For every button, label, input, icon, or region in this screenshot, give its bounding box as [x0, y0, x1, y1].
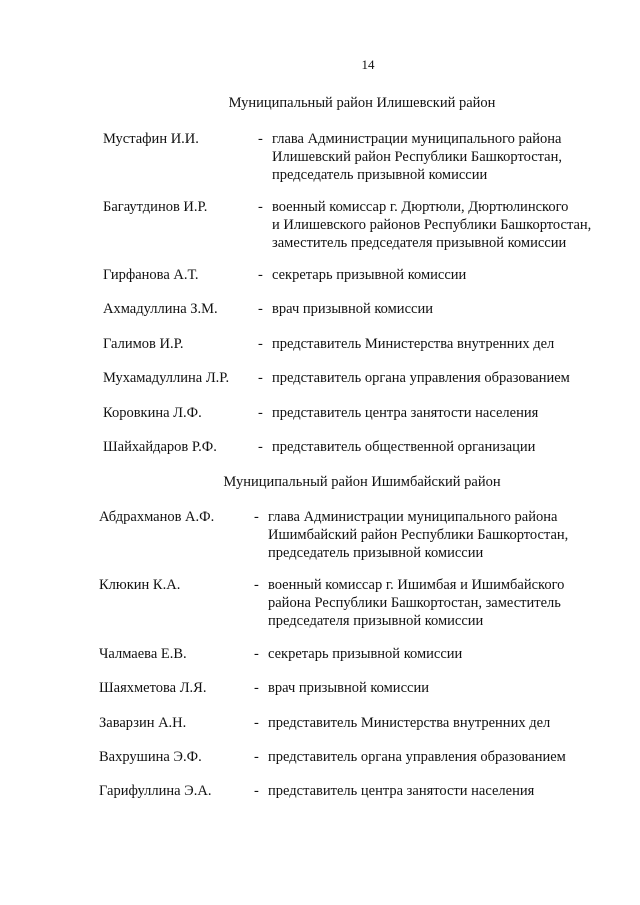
member-role-line: представитель центра занятости населения — [272, 405, 539, 421]
member-name: Чалмаева Е.В. — [99, 646, 187, 662]
member-role — [272, 300, 612, 318]
member-role-line: глава Администрации муниципального района — [268, 509, 558, 525]
member-role — [268, 508, 608, 562]
member-role — [268, 782, 608, 800]
member-role-line: военный комиссар г. Дюртюли, Дюртюлинского — [272, 199, 569, 215]
dash-separator: - — [254, 749, 259, 765]
member-role-line: врач призывной комиссии — [272, 301, 433, 317]
member-role-line: представитель общественной организации — [272, 439, 536, 455]
member-role — [272, 130, 612, 184]
member-role — [268, 714, 608, 732]
member-role-line: военный комиссар г. Ишимбая и Ишимбайского — [268, 577, 565, 593]
member-name: Мухамадуллина Л.Р. — [103, 370, 230, 386]
member-name: Багаутдинов И.Р. — [103, 199, 208, 215]
dash-separator: - — [258, 131, 263, 147]
member-role — [268, 645, 608, 663]
section-title: Муниципальный район Илишевский район — [228, 95, 496, 111]
member-role — [268, 679, 608, 697]
dash-separator: - — [258, 199, 263, 215]
member-role-line: председателя призывной комиссии — [268, 613, 484, 629]
member-role-line: Ишимбайский район Республики Башкортостан, — [268, 527, 569, 543]
dash-separator: - — [254, 646, 259, 662]
member-role-line: представитель Министерства внутренних дел — [268, 715, 551, 731]
member-role-line: секретарь призывной комиссии — [272, 267, 467, 283]
member-name: Коровкина Л.Ф. — [103, 405, 202, 421]
member-role-line: представитель органа управления образованием — [272, 370, 570, 386]
member-name: Заварзин А.Н. — [99, 715, 187, 731]
member-role — [268, 748, 608, 766]
member-role-line: председатель призывной комиссии — [272, 167, 488, 183]
member-role — [272, 369, 612, 387]
member-role-line: и Илишевского районов Республики Башкортостан, — [272, 217, 592, 233]
member-role-line: Илишевский район Республики Башкортостан, — [272, 149, 562, 165]
dash-separator: - — [254, 509, 259, 525]
member-role-line: заместитель председателя призывной комиссии — [272, 235, 567, 251]
member-name: Шайхайдаров Р.Ф. — [103, 439, 217, 455]
dash-separator: - — [258, 301, 263, 317]
member-role — [272, 198, 612, 252]
member-name: Вахрушина Э.Ф. — [99, 749, 202, 765]
member-role — [272, 404, 612, 422]
section-title: Муниципальный район Ишимбайский район — [223, 474, 501, 490]
member-role — [272, 438, 612, 456]
member-role-line: района Республики Башкортостан, заместитель — [268, 595, 561, 611]
member-name: Гирфанова А.Т. — [103, 267, 199, 283]
member-role-line: представитель Министерства внутренних дел — [272, 336, 555, 352]
member-name: Шаяхметова Л.Я. — [99, 680, 207, 696]
member-name: Гарифуллина Э.А. — [99, 783, 212, 799]
member-role-line: врач призывной комиссии — [268, 680, 429, 696]
member-name: Абдрахманов А.Ф. — [99, 509, 215, 525]
dash-separator: - — [258, 405, 263, 421]
member-name: Ахмадуллина З.М. — [103, 301, 218, 317]
member-name: Мустафин И.И. — [103, 131, 199, 147]
member-role — [272, 335, 612, 353]
member-name: Клюкин К.А. — [99, 577, 181, 593]
member-role — [272, 266, 612, 284]
dash-separator: - — [254, 783, 259, 799]
dash-separator: - — [258, 267, 263, 283]
member-role-line: представитель органа управления образованием — [268, 749, 566, 765]
dash-separator: - — [258, 439, 263, 455]
dash-separator: - — [254, 577, 259, 593]
member-name: Галимов И.Р. — [103, 336, 184, 352]
member-role-line: представитель центра занятости населения — [268, 783, 535, 799]
member-role-line: глава Администрации муниципального района — [272, 131, 562, 147]
dash-separator: - — [254, 680, 259, 696]
dash-separator: - — [258, 336, 263, 352]
member-role — [268, 576, 608, 630]
dash-separator: - — [258, 370, 263, 386]
member-role-line: секретарь призывной комиссии — [268, 646, 463, 662]
page-number: 14 — [361, 57, 375, 72]
member-role-line: председатель призывной комиссии — [268, 545, 484, 561]
dash-separator: - — [254, 715, 259, 731]
